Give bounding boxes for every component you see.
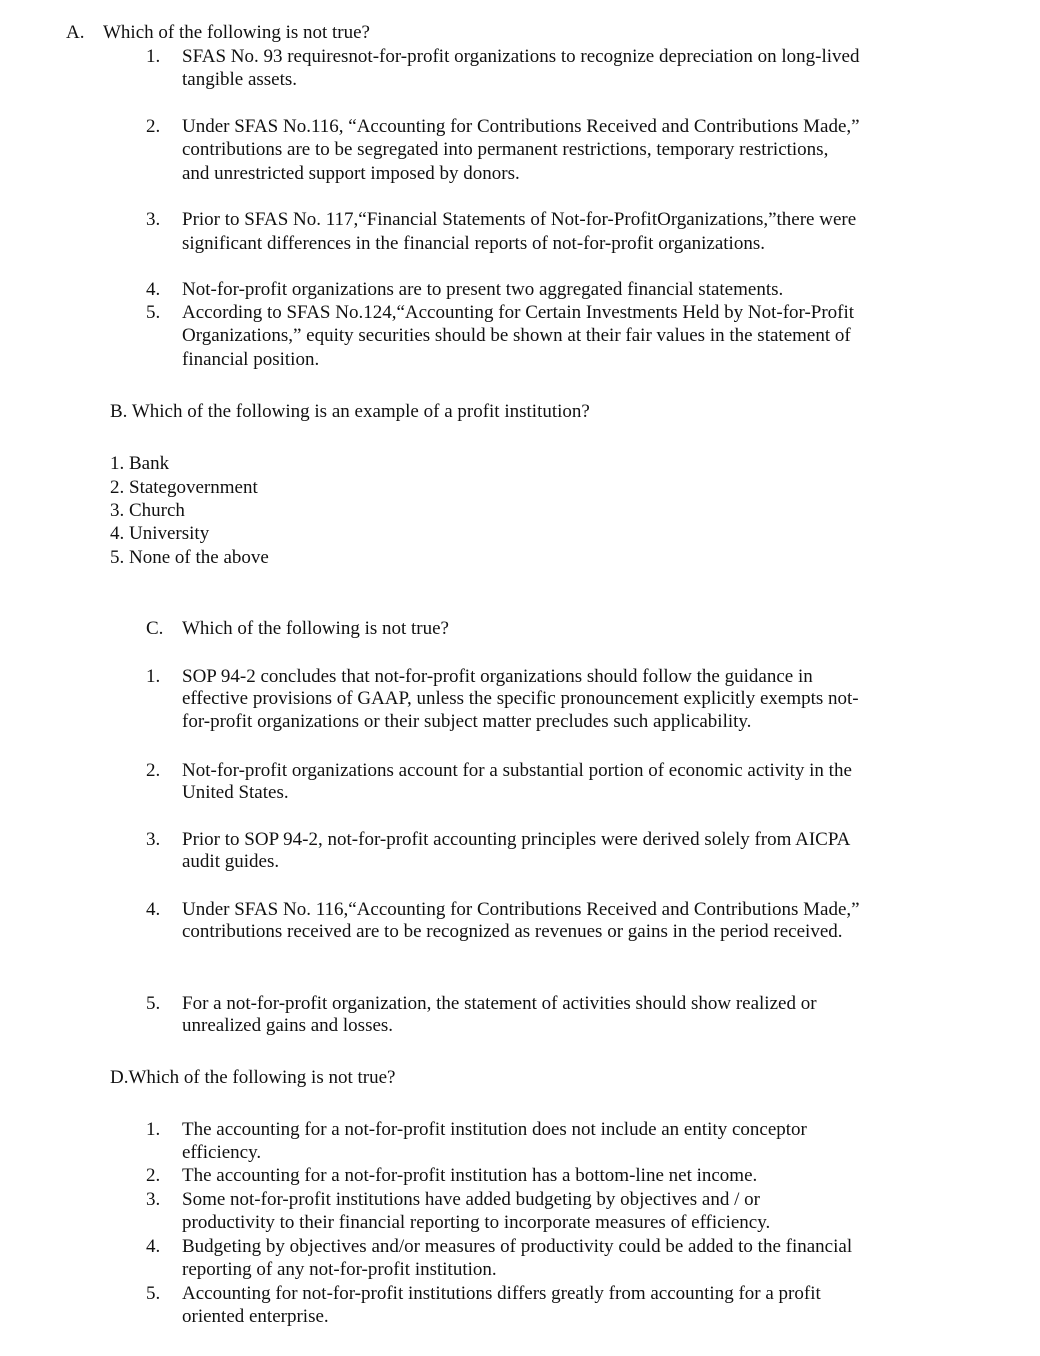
option-text-line: SFAS No. 93 requiresnot-for-profit organizations to recognize depreciation on long-lived [182, 46, 860, 67]
option-number: 3. [146, 1189, 161, 1210]
option-text-line: Prior to SOP 94-2, not-for-profit accounting principles were derived solely from AICPA [182, 829, 851, 850]
option-text-line: financial position. [182, 349, 320, 370]
section-c-question: Which of the following is not true? [182, 618, 449, 639]
option-number: 5. [146, 302, 161, 323]
option-text-line: Not-for-profit organizations account for a substantial portion of economic activity in the [182, 760, 852, 781]
option-text-line: Under SFAS No. 116,“Accounting for Contributions Received and Contributions Made,” [182, 899, 860, 920]
option-text-line: Under SFAS No.116, “Accounting for Contributions Received and Contributions Made,” [182, 116, 860, 137]
option-text-line: Not-for-profit organizations are to present two aggregated financial statements. [182, 279, 784, 300]
section-a-letter: A. [66, 22, 85, 43]
option-number: 1. [146, 46, 161, 67]
option-text-line: The accounting for a not-for-profit institution does not include an entity conceptor [182, 1119, 807, 1140]
option-text-line: tangible assets. [182, 69, 298, 90]
option-number: 2. [146, 760, 161, 781]
section-b-option-4: 4. University [110, 523, 210, 544]
option-number: 3. [146, 209, 161, 230]
option-text-line: United States. [182, 782, 289, 803]
option-number: 2. [146, 116, 161, 137]
option-number: 1. [146, 666, 161, 687]
option-text-line: Some not-for-profit institutions have added budgeting by objectives and / or [182, 1189, 760, 1210]
option-text-line: productivity to their financial reporting to incorporate measures of efficiency. [182, 1212, 771, 1233]
option-number: 4. [146, 1236, 161, 1257]
section-d-question: D.Which of the following is not true? [110, 1067, 396, 1088]
option-text-line: Accounting for not-for-profit institutions differs greatly from accounting for a profit [182, 1283, 821, 1304]
section-b-option-2: 2. Stategovernment [110, 477, 258, 498]
section-b-option-1: 1. Bank [110, 453, 170, 474]
option-number: 4. [146, 279, 161, 300]
section-c-letter: C. [146, 618, 164, 639]
option-text-line: For a not-for-profit organization, the statement of activities should show realized or [182, 993, 817, 1014]
option-text-line: Prior to SFAS No. 117,“Financial Statements of Not-for-ProfitOrganizations,”there were [182, 209, 857, 230]
option-text-line: efficiency. [182, 1142, 262, 1163]
option-text-line: for-profit organizations or their subject matter precludes such applicability. [182, 711, 752, 732]
section-b-option-3: 3. Church [110, 500, 185, 521]
option-text-line: reporting of any not-for-profit institution. [182, 1259, 497, 1280]
option-text-line: Budgeting by objectives and/or measures of productivity could be added to the financial [182, 1236, 853, 1257]
option-number: 5. [146, 1283, 161, 1304]
option-number: 2. [146, 1165, 161, 1186]
option-text-line: audit guides. [182, 851, 280, 872]
option-number: 5. [146, 993, 161, 1014]
option-number: 4. [146, 899, 161, 920]
option-text-line: contributions received are to be recognized as revenues or gains in the period received. [182, 921, 843, 942]
option-text-line: effective provisions of GAAP, unless the specific pronouncement explicitly exempts not- [182, 688, 859, 709]
option-text-line: The accounting for a not-for-profit institution has a bottom-line net income. [182, 1165, 758, 1186]
option-text-line: According to SFAS No.124,“Accounting for Certain Investments Held by Not-for-Profit [182, 302, 855, 323]
option-text-line: Organizations,” equity securities should be shown at their fair values in the statement of [182, 325, 851, 346]
option-text-line: contributions are to be segregated into permanent restrictions, temporary restrictions, [182, 139, 829, 160]
option-number: 1. [146, 1119, 161, 1140]
option-text-line: and unrestricted support imposed by donors. [182, 163, 520, 184]
option-text-line: significant differences in the financial reports of not-for-profit organizations. [182, 233, 765, 254]
option-text-line: oriented enterprise. [182, 1306, 329, 1327]
option-text-line: SOP 94-2 concludes that not-for-profit organizations should follow the guidance in [182, 666, 813, 687]
option-number: 3. [146, 829, 161, 850]
section-b-question: B. Which of the following is an example of a profit institution? [110, 401, 590, 422]
section-a-question: Which of the following is not true? [103, 22, 370, 43]
option-text-line: unrealized gains and losses. [182, 1015, 394, 1036]
section-b-option-5: 5. None of the above [110, 547, 269, 568]
